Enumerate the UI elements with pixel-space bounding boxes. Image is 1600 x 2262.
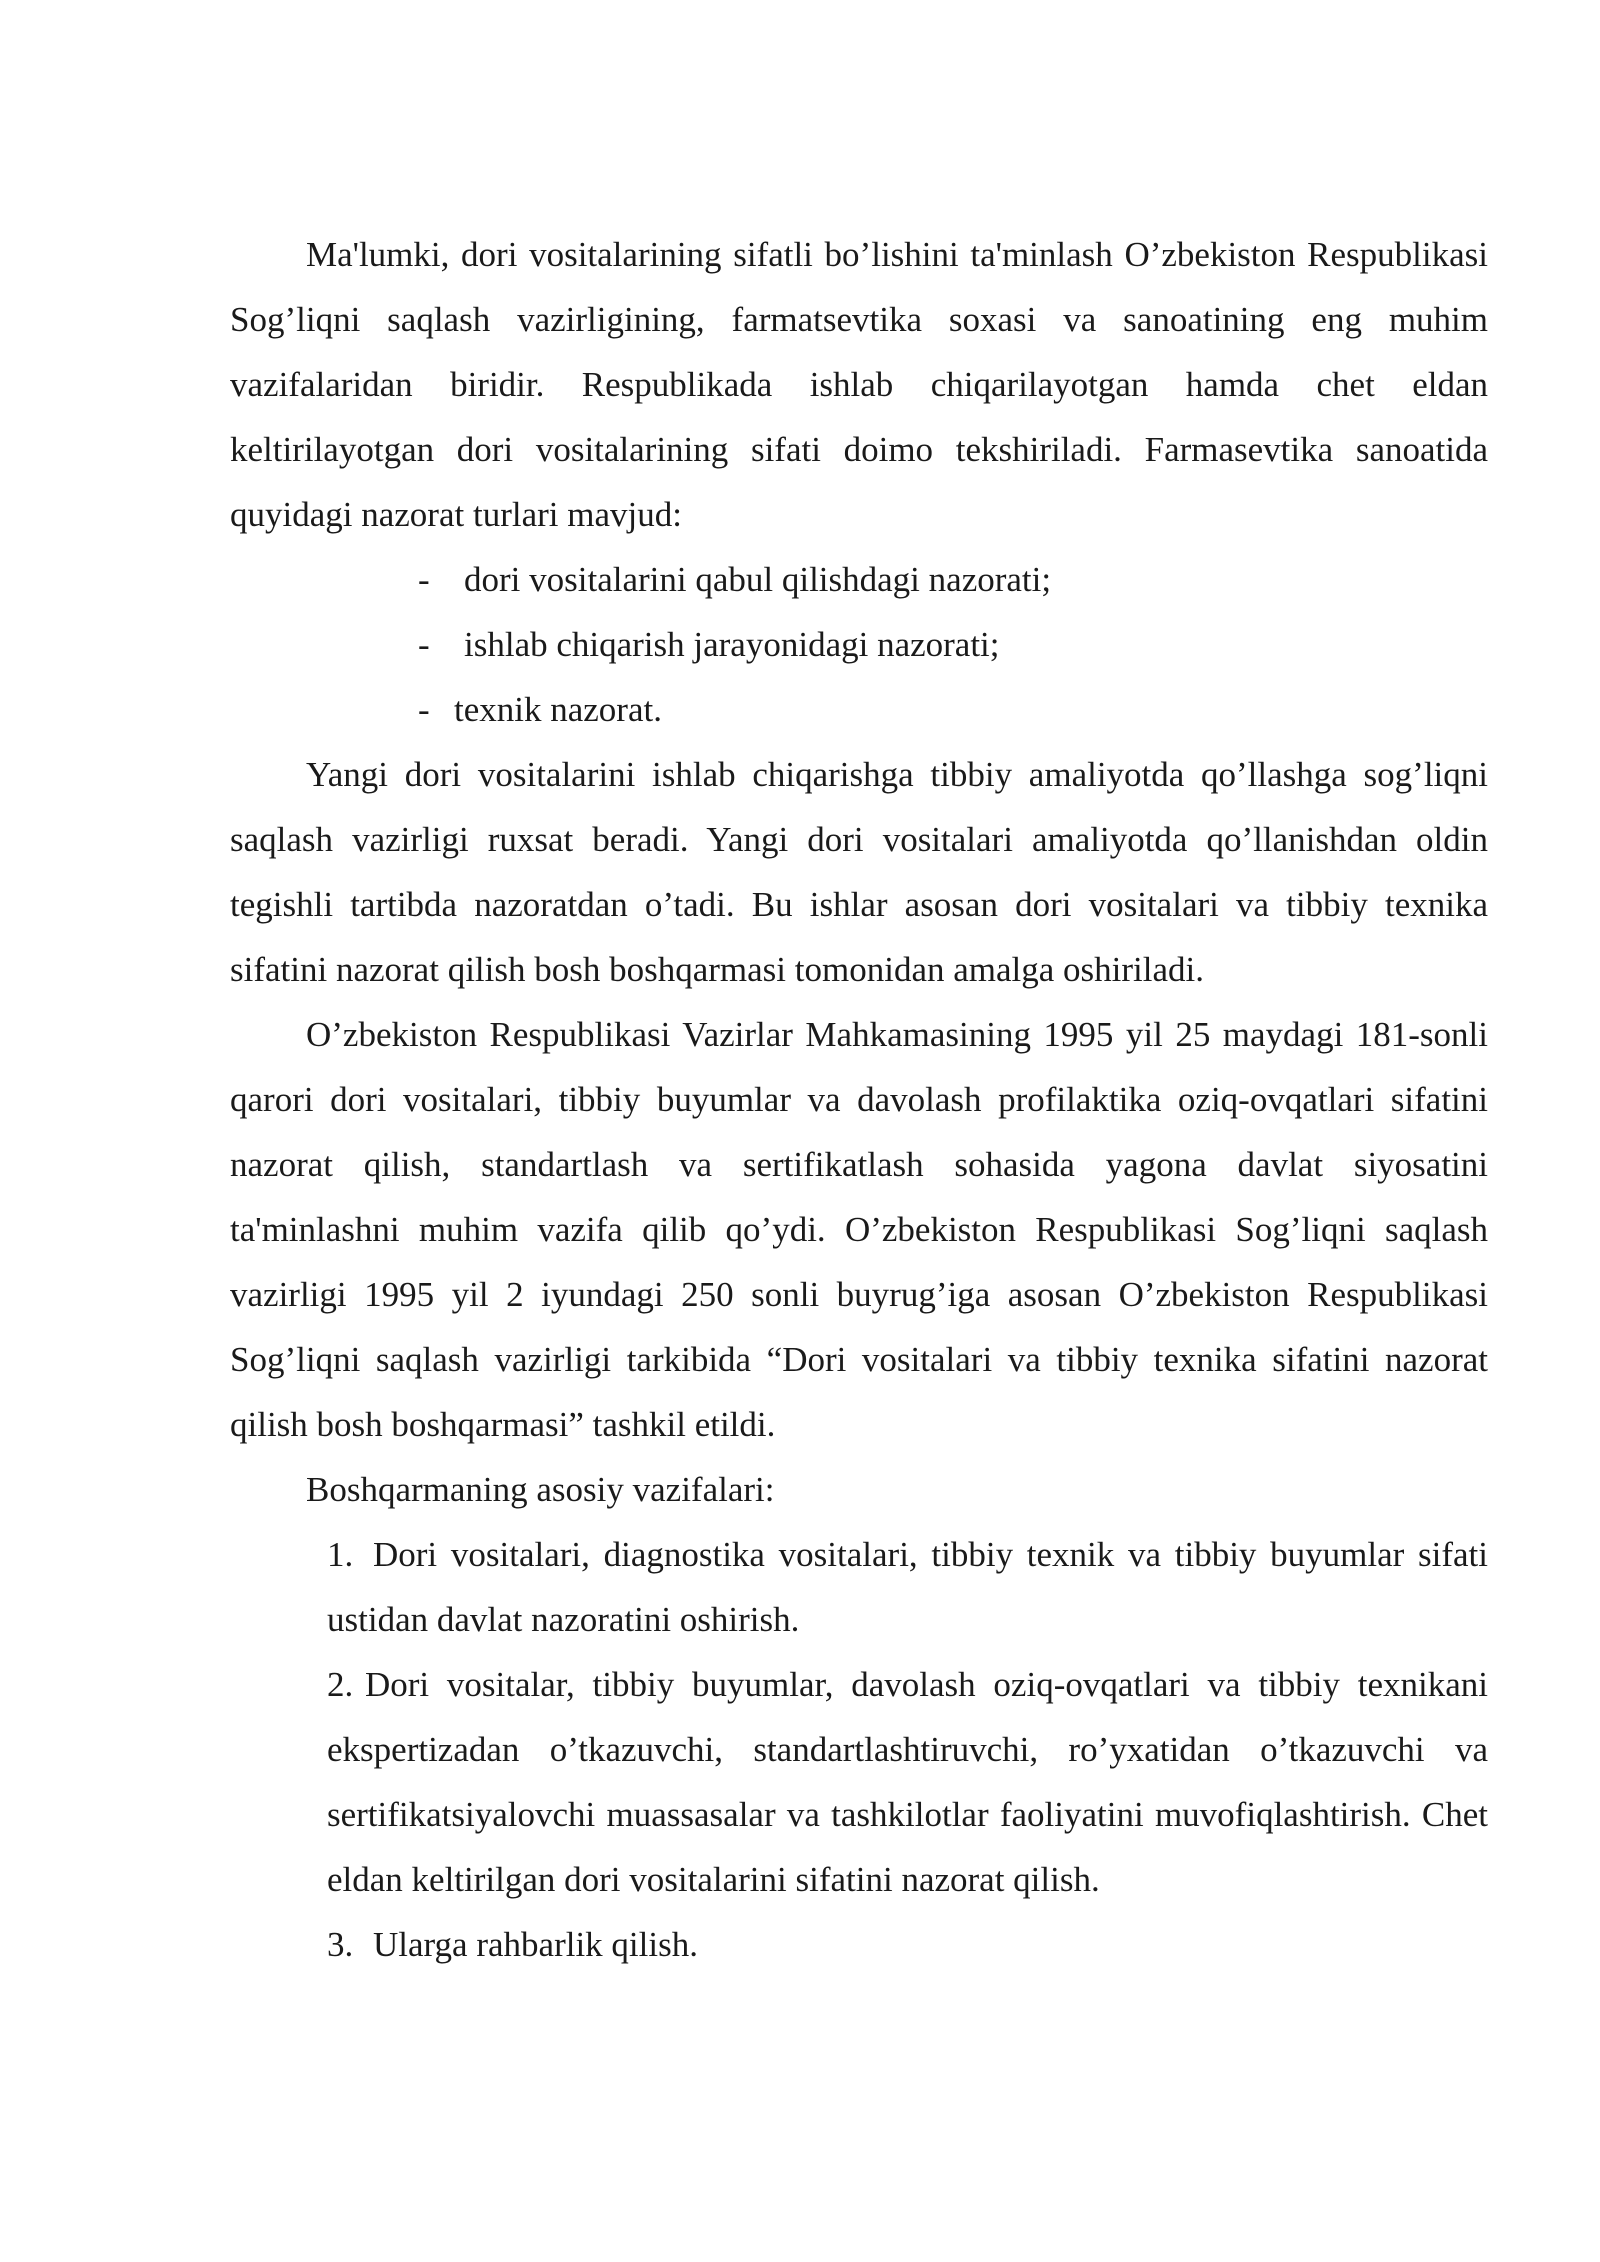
list-item-text: ishlab chiqarish jarayonidagi nazorati;: [464, 625, 1000, 664]
list-item-text: Ularga rahbarlik qilish.: [373, 1925, 698, 1964]
list-item: [230, 612, 1488, 677]
list-dash: -: [418, 560, 430, 599]
list-item-text: texnik nazorat.: [454, 690, 662, 729]
tasks-heading: Boshqarmaning asosiy vazifalari:: [306, 1470, 775, 1509]
list-item-text: Dori vositalari, diagnostika vositalari, tibbiy texnik va tibbiy buyumlar sifati ustidan davlat nazoratini oshirish.: [327, 1535, 1488, 1639]
list-item-text: dori vositalarini qabul qilishdagi nazorati;: [464, 560, 1052, 599]
list-dash: -: [418, 690, 430, 729]
list-item: [327, 1912, 1488, 1977]
approval-paragraph: Yangi dori vositalarini ishlab chiqarishga tibbiy amaliyotda qo’llashga sog’liqni saqlash vazirligi ruxsat beradi. Yangi dori vositalari amaliyotda qo’llanishdan oldin tegishli tartibda nazoratdan o’tadi. Bu ishlar asosan dori vositalari va tibbiy texnika sifatini nazorat qilish bosh boshqarmasi tomonidan amalga oshiriladi.: [230, 755, 1488, 989]
list-dash: -: [418, 625, 430, 664]
control-types-list: [230, 547, 1488, 742]
list-number: 1.: [327, 1535, 354, 1574]
list-item: [230, 547, 1488, 612]
list-number: 3.: [327, 1925, 354, 1964]
list-item-text: Dori vositalar, tibbiy buyumlar, davolash oziq-ovqatlari va tibbiy texnikani ekspertizadan o’tkazuvchi, standartlashtiruvchi, ro’yxatidan o’tkazuvchi va sertifikatsiyalovchi muassasalar va tashkilotlar faoliyatini muvofiqlashtirish. Chet eldan keltirilgan dori vositalarini sifatini nazorat qilish.: [327, 1665, 1488, 1899]
list-item: [230, 677, 1488, 742]
list-number: 2.: [327, 1665, 354, 1704]
list-item: [327, 1652, 1488, 1912]
tasks-list: [230, 1522, 1488, 1977]
document-page: [230, 222, 1488, 1977]
list-item: [327, 1522, 1488, 1652]
intro-paragraph: Ma'lumki, dori vositalarining sifatli bo’lishini ta'minlash O’zbekiston Respublikasi Sog’liqni saqlash vazirligining, farmatsevtika soxasi va sanoatining eng muhim vazifalaridan biridir. Respublikada ishlab chiqarilayotgan hamda chet eldan keltirilayotgan dori vositalarining sifati doimo tekshiriladi. Farmasevtika sanoatida quyidagi nazorat turlari mavjud:: [230, 235, 1488, 534]
decree-paragraph: O’zbekiston Respublikasi Vazirlar Mahkamasining 1995 yil 25 maydagi 181-sonli qarori dori vositalari, tibbiy buyumlar va davolash profilaktika oziq-ovqatlari sifatini nazorat qilish, standartlash va sertifikatlash sohasida yagona davlat siyosatini ta'minlashni muhim vazifa qilib qo’ydi. O’zbekiston Respublikasi Sog’liqni saqlash vazirligi 1995 yil 2 iyundagi 250 sonli buyrug’iga asosan O’zbekiston Respublikasi Sog’liqni saqlash vazirligi tarkibida “Dori vositalari va tibbiy texnika sifatini nazorat qilish bosh boshqarmasi” tashkil etildi.: [230, 1015, 1488, 1444]
